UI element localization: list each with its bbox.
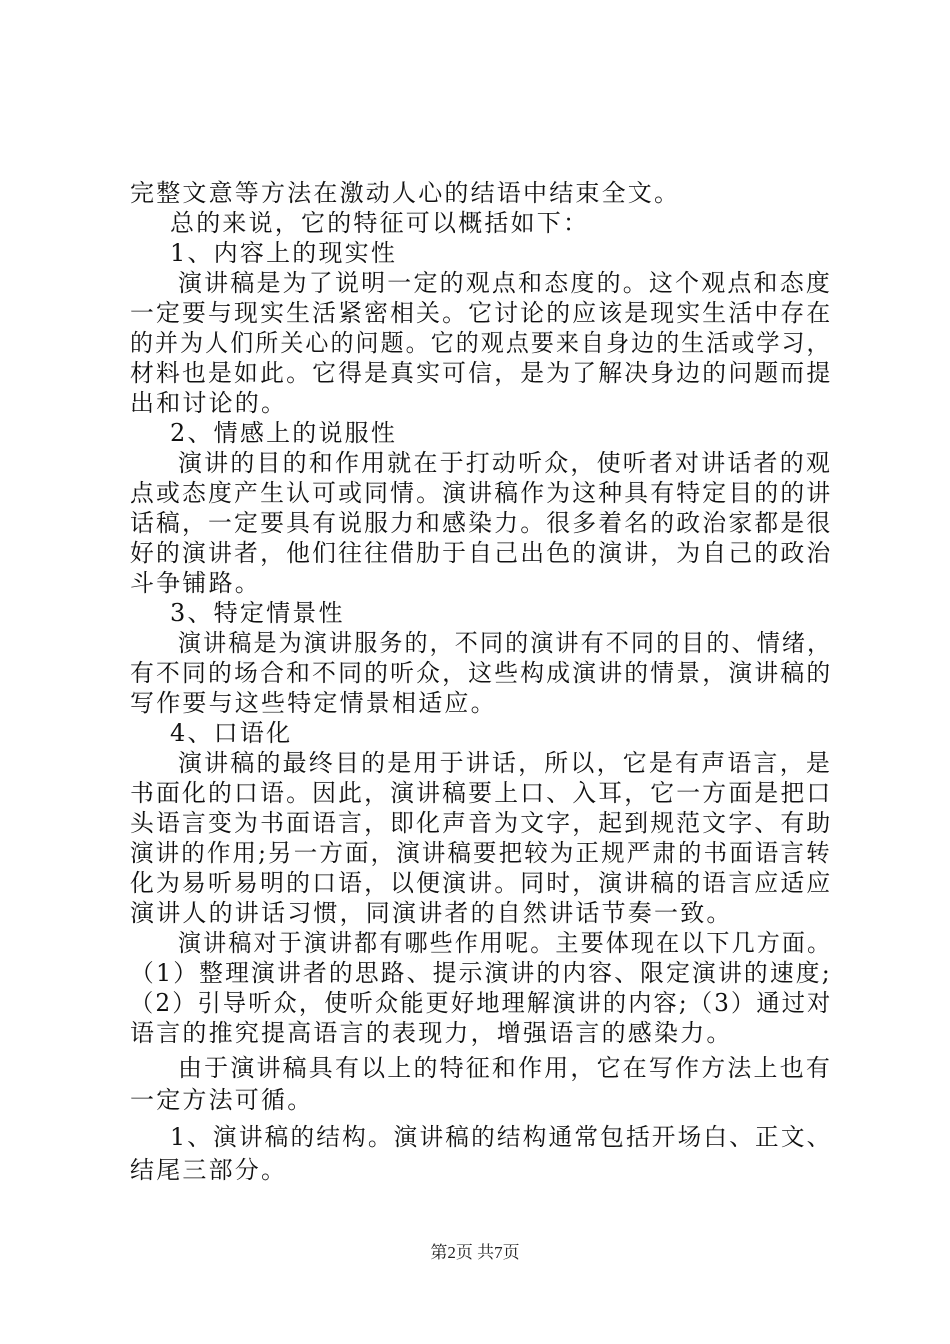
- text-line: 1、内容上的现实性: [170, 239, 398, 267]
- text-line: 一定方法可循。: [130, 1086, 314, 1114]
- text-line: 话稿，一定要具有说服力和感染力。很多着名的政治家都是很: [130, 509, 833, 537]
- text-line: 语言的推究提高语言的表现力，增强语言的感染力。: [130, 1019, 733, 1047]
- text-line: 的并为人们所关心的问题。它的观点要来自身边的生活或学习，: [130, 329, 832, 357]
- text-line: 总的来说，它的特征可以概括如下：: [170, 209, 590, 237]
- text-line: （2）引导听众，使听众能更好地理解演讲的内容;（3）通过对: [130, 989, 833, 1017]
- text-line: 斗争铺路。: [130, 569, 261, 597]
- text-line: 演讲稿是为演讲服务的，不同的演讲有不同的目的、情绪，: [178, 629, 833, 657]
- text-line: （1）整理演讲者的思路、提示演讲的内容、限定演讲的速度;: [130, 959, 832, 987]
- text-line: 头语言变为书面语言，即化声音为文字，起到规范文字、有助: [130, 809, 833, 837]
- text-line: 3、特定情景性: [170, 599, 345, 627]
- text-line: 写作要与这些特定情景相适应。: [130, 689, 497, 717]
- text-line: 2、情感上的说服性: [170, 419, 398, 447]
- text-line: 演讲人的讲话习惯，同演讲者的自然讲话节奏一致。: [130, 899, 733, 927]
- text-line: 演讲的目的和作用就在于打动听众，使听者对讲话者的观: [178, 449, 833, 477]
- page-number-footer: 第2页 共7页: [430, 1243, 520, 1262]
- text-line: 好的演讲者，他们往往借肋于自己出色的演讲，为自己的政治: [130, 539, 833, 567]
- text-line: 4、口语化: [170, 719, 293, 747]
- text-line: 书面化的口语。因此，演讲稿要上口、入耳，它一方面是把口: [130, 779, 833, 807]
- text-line: 由于演讲稿具有以上的特征和作用，它在写作方法上也有: [178, 1054, 833, 1082]
- text-line: 演讲稿是为了说明一定的观点和态度的。这个观点和态度: [178, 269, 833, 297]
- text-line: 有不同的场合和不同的听众，这些构成演讲的情景，演讲稿的: [130, 659, 833, 687]
- text-line: 一定要与现实生活紧密相关。它讨论的应该是现实生活中存在: [130, 299, 833, 327]
- text-line: 演讲的作用;另一方面，演讲稿要把较为正规严肃的书面语言转: [130, 839, 832, 867]
- text-line: 1、演讲稿的结构。演讲稿的结构通常包括开场白、正文、: [170, 1123, 833, 1151]
- text-line: 出和讨论的。: [130, 389, 288, 417]
- text-line: 点或态度产生认可或同情。演讲稿作为这种具有特定目的的讲: [130, 479, 833, 507]
- text-line: 结尾三部分。: [130, 1156, 288, 1184]
- text-line: 化为易听易明的口语，以便演讲。同时，演讲稿的语言应适应: [130, 869, 833, 897]
- text-line: 材料也是如此。它得是真实可信，是为了解决身边的问题而提: [130, 359, 833, 387]
- text-line: 演讲稿对于演讲都有哪些作用呢。主要体现在以下几方面。: [178, 929, 833, 957]
- text-line: 完整文意等方法在激动人心的结语中结束全文。: [130, 179, 681, 207]
- text-line: 演讲稿的最终目的是用于讲话，所以，它是有声语言，是: [178, 749, 833, 777]
